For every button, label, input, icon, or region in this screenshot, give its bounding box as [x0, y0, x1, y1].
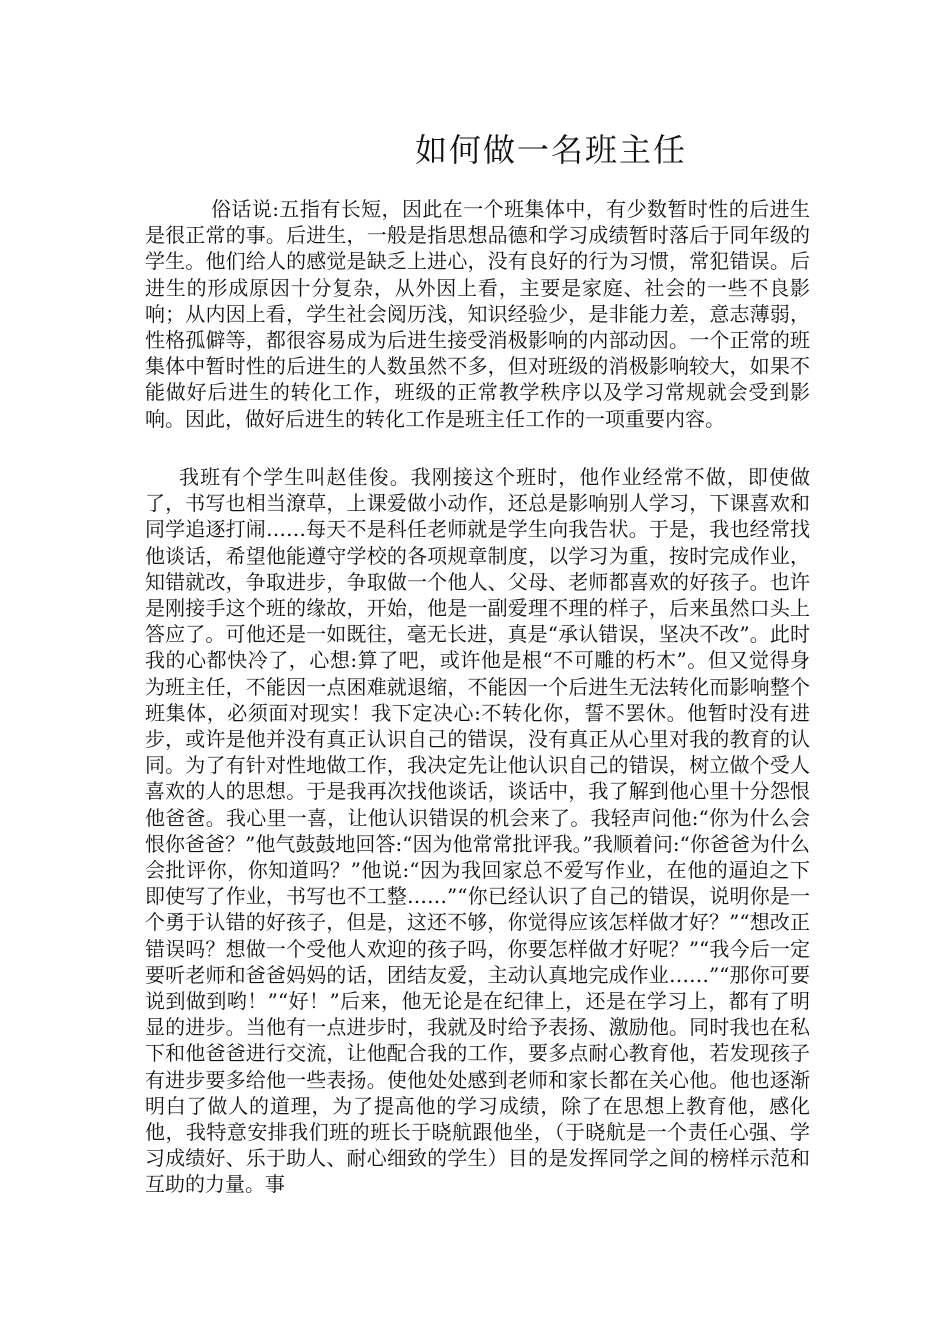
paragraph-intro: 俗话说:五指有长短，因此在一个班集体中，有少数暂时性的后进生是很正常的事。后进生，一般是指思想品德和学习成绩暂时落后于同年级的学生。他们给人的感觉是缺乏上进心，没有良好的行为习惯，常犯错误。后进生的形成原因十分复杂，从外因上看，主要是家庭、社会的一些不良影响；从内因上看，学生社会阅历浅，知识经验少，是非能力差，意志薄弱，性格孤僻等，都很容易成为后进生接受消极影响的内部动因。一个正常的班集体中暂时性的后进生的人数虽然不多，但对班级的消极影响较大，如果不能做好后进生的转化工作，班级的正常教学秩序以及学习常规就会受到影响。因此，做好后进生的转化工作是班主任工作的一项重要内容。	[145, 197, 810, 431]
document-title: 如何做一名班主任	[415, 131, 688, 169]
paragraph-case-study: 我班有个学生叫赵佳俊。我刚接这个班时，他作业经常不做，即使做了，书写也相当潦草，上课爱做小动作，还总是影响别人学习，下课喜欢和同学追逐打闹……每天不是科任老师就是学生向我告状。于是，我也经常找他谈话，希望他能遵守学校的各项规章制度，以学习为重，按时完成作业，知错就改，争取进步，争取做一个他人、父母、老师都喜欢的好孩子。也许是刚接手这个班的缘故，开始，他是一副爱理不理的样子，后来虽然口头上答应了。可他还是一如既往，毫无长进，真是“承认错误，坚决不改”。此时我的心都快冷了，心想:算了吧，或许他是根“不可雕的朽木”。但又觉得身为班主任，不能因一点困难就退缩，不能因一个后进生无法转化而影响整个班集体，必须面对现实！我下定决心:不转化你，誓不罢休。他暂时没有进步，或许是他并没有真正认识自己的错误，没有真正从心里对我的教育的认同。为了有针对性地做工作，我决定先让他认识自己的错误，树立做个受人喜欢的人的思想。于是我再次找他谈话，谈话中，我了解到他心里十分怨恨他爸爸。我心里一喜，让他认识错误的机会来了。我轻声问他:“你为什么会恨你爸爸？”他气鼓鼓地回答:“因为他常常批评我。”我顺着问:“你爸爸为什么会批评你，你知道吗？”他说:“因为我回家总不爱写作业，在他的逼迫之下即使写了作业，书写也不工整……”“你已经认识了自己的错误，说明你是一个勇于认错的好孩子，但是，这还不够，你觉得应该怎样做才好？”“想改正错误吗？想做一个受他人欢迎的孩子吗，你要怎样做才好呢？”“我今后一定要听老师和爸爸妈妈的话，团结友爱，主动认真地完成作业……”“那你可要说到做到哟！”“好！”后来，他无论是在纪律上，还是在学习上，都有了明显的进步。当他有一点进步时，我就及时给予表扬、激励他。同时我也在私下和他爸爸进行交流，让他配合我的工作，要多点耐心教育他，若发现孩子有进步要多给他一些表扬。使他处处感到老师和家长都在关心他。他也逐渐明白了做人的道理，为了提高他的学习成绩，除了在思想上教育他，感化他，我特意安排我们班的班长于晓航跟他坐，（于晓航是一个责任心强、学习成绩好、乐于助人、耐心细致的学生）目的是发挥同学之间的榜样示范和互助的力量。事	[145, 465, 810, 1197]
